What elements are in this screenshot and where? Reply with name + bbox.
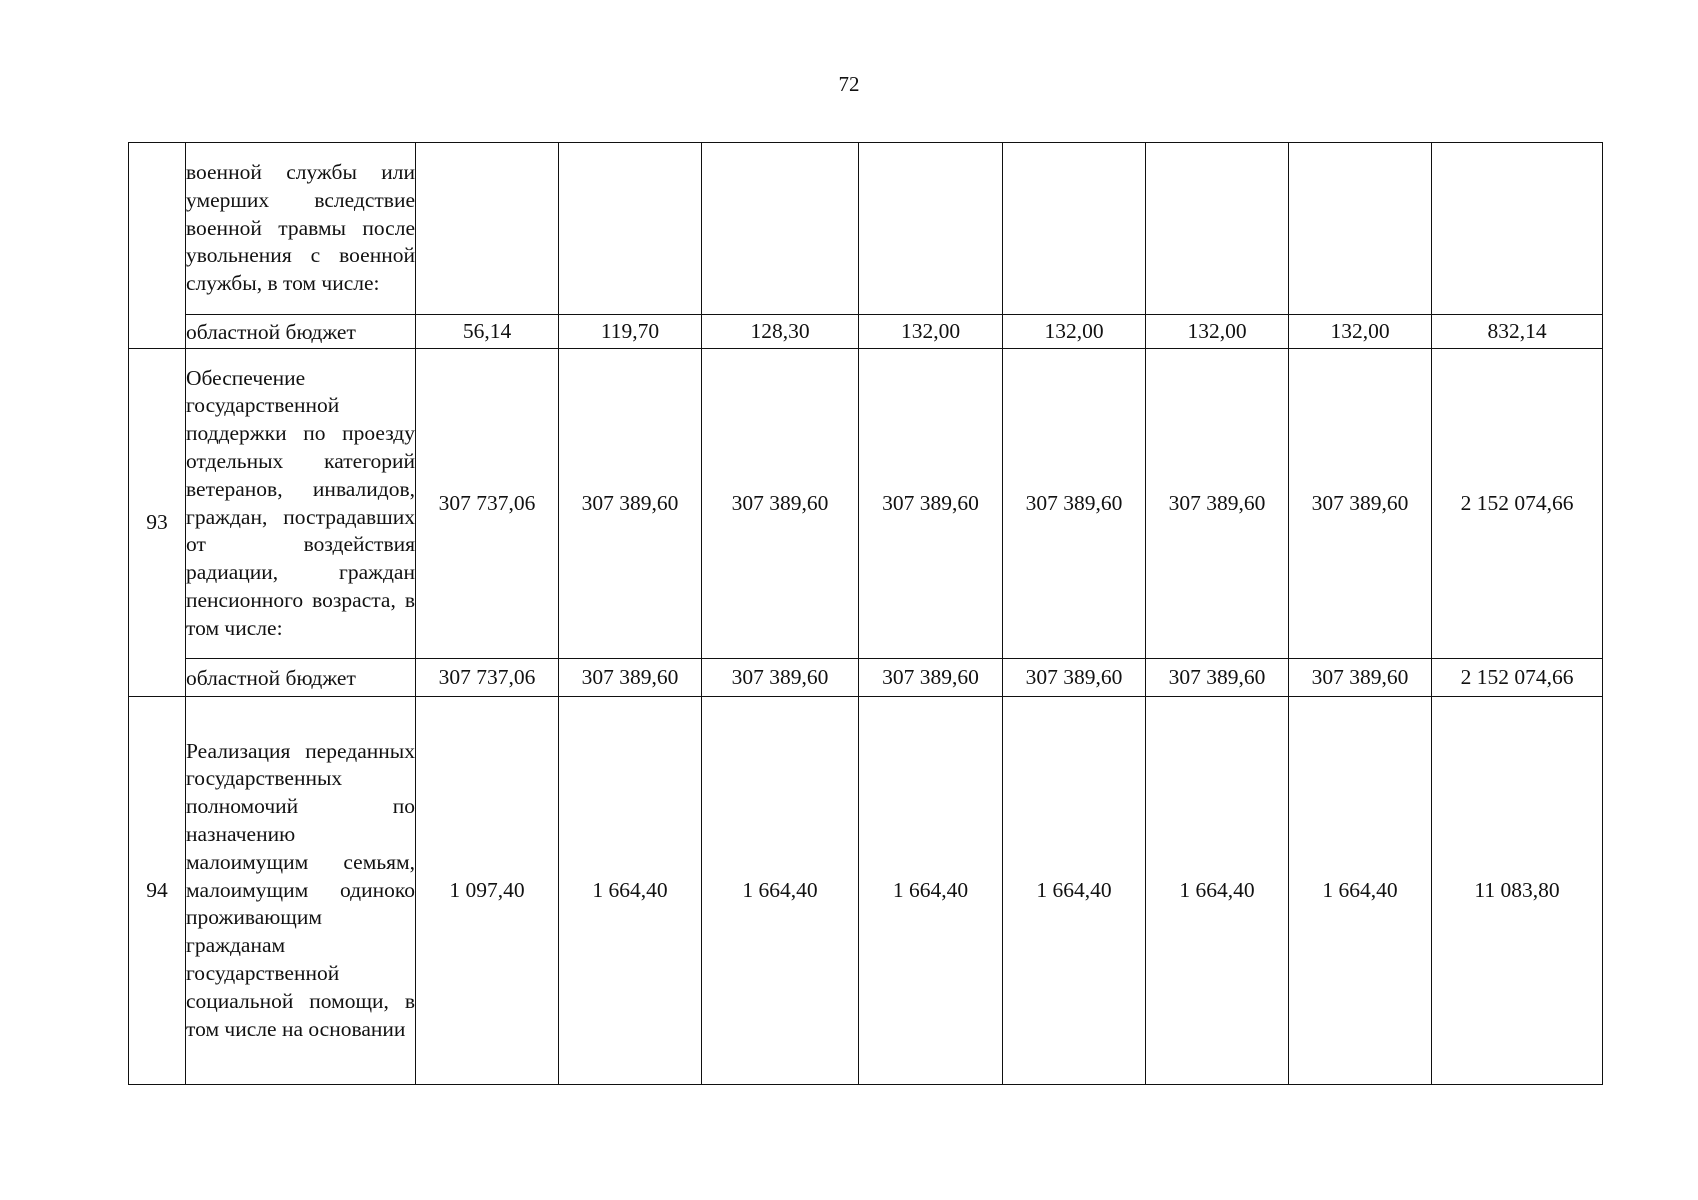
value-cell <box>702 143 859 315</box>
value-cell: 307 389,60 <box>1289 349 1432 659</box>
value-cell: 2 152 074,66 <box>1432 349 1603 659</box>
value-cell: 307 389,60 <box>559 659 702 697</box>
value-cell: 1 664,40 <box>702 697 859 1085</box>
value-cell <box>1289 143 1432 315</box>
table-row <box>129 349 1603 659</box>
value-cell: 1 664,40 <box>1289 697 1432 1085</box>
value-cell: 307 389,60 <box>559 349 702 659</box>
budget-table <box>128 142 1603 1085</box>
value-cell: 307 737,06 <box>416 659 559 697</box>
value-cell: 307 389,60 <box>702 349 859 659</box>
value-cell: 56,14 <box>416 315 559 349</box>
value-cell: 11 083,80 <box>1432 697 1603 1085</box>
row-description: военной службы или умерших вследствие военной травмы после увольнения с военной службы, в том числе: <box>186 143 416 315</box>
value-cell: 307 737,06 <box>416 349 559 659</box>
value-cell: 132,00 <box>1146 315 1289 349</box>
table-subrow <box>129 315 1603 349</box>
value-cell: 307 389,60 <box>1146 659 1289 697</box>
row-number <box>129 143 186 349</box>
value-cell: 1 097,40 <box>416 697 559 1085</box>
value-cell: 1 664,40 <box>1003 697 1146 1085</box>
value-cell: 307 389,60 <box>859 349 1003 659</box>
value-cell: 1 664,40 <box>559 697 702 1085</box>
value-cell <box>859 143 1003 315</box>
value-cell: 307 389,60 <box>1003 659 1146 697</box>
row-number: 94 <box>129 697 186 1085</box>
value-cell <box>1146 143 1289 315</box>
value-cell <box>559 143 702 315</box>
value-cell <box>416 143 559 315</box>
value-cell: 2 152 074,66 <box>1432 659 1603 697</box>
value-cell: 307 389,60 <box>859 659 1003 697</box>
value-cell <box>1003 143 1146 315</box>
value-cell: 128,30 <box>702 315 859 349</box>
row-description: Реализация переданных государственных полномочий по назначению малоимущим семьям, малоимущим одиноко проживающим гражданам государственной социальной помощи, в том числе на основании <box>186 697 416 1085</box>
table-row <box>129 143 1603 315</box>
table-subrow <box>129 659 1603 697</box>
row-description: областной бюджет <box>186 315 416 349</box>
value-cell: 132,00 <box>1289 315 1432 349</box>
value-cell: 307 389,60 <box>1146 349 1289 659</box>
value-cell: 132,00 <box>1003 315 1146 349</box>
table-row <box>129 697 1603 1085</box>
value-cell: 307 389,60 <box>702 659 859 697</box>
row-description: Обеспечение государственной поддержки по проезду отдельных категорий ветеранов, инвалидов, граждан, пострадавших от воздействия радиации, граждан пенсионного возраста, в том числе: <box>186 349 416 659</box>
row-number: 93 <box>129 349 186 697</box>
value-cell: 132,00 <box>859 315 1003 349</box>
value-cell: 307 389,60 <box>1289 659 1432 697</box>
value-cell: 1 664,40 <box>859 697 1003 1085</box>
value-cell: 307 389,60 <box>1003 349 1146 659</box>
value-cell: 119,70 <box>559 315 702 349</box>
value-cell: 832,14 <box>1432 315 1603 349</box>
page-number: 72 <box>838 72 860 96</box>
value-cell <box>1432 143 1603 315</box>
row-description: областной бюджет <box>186 659 416 697</box>
value-cell: 1 664,40 <box>1146 697 1289 1085</box>
